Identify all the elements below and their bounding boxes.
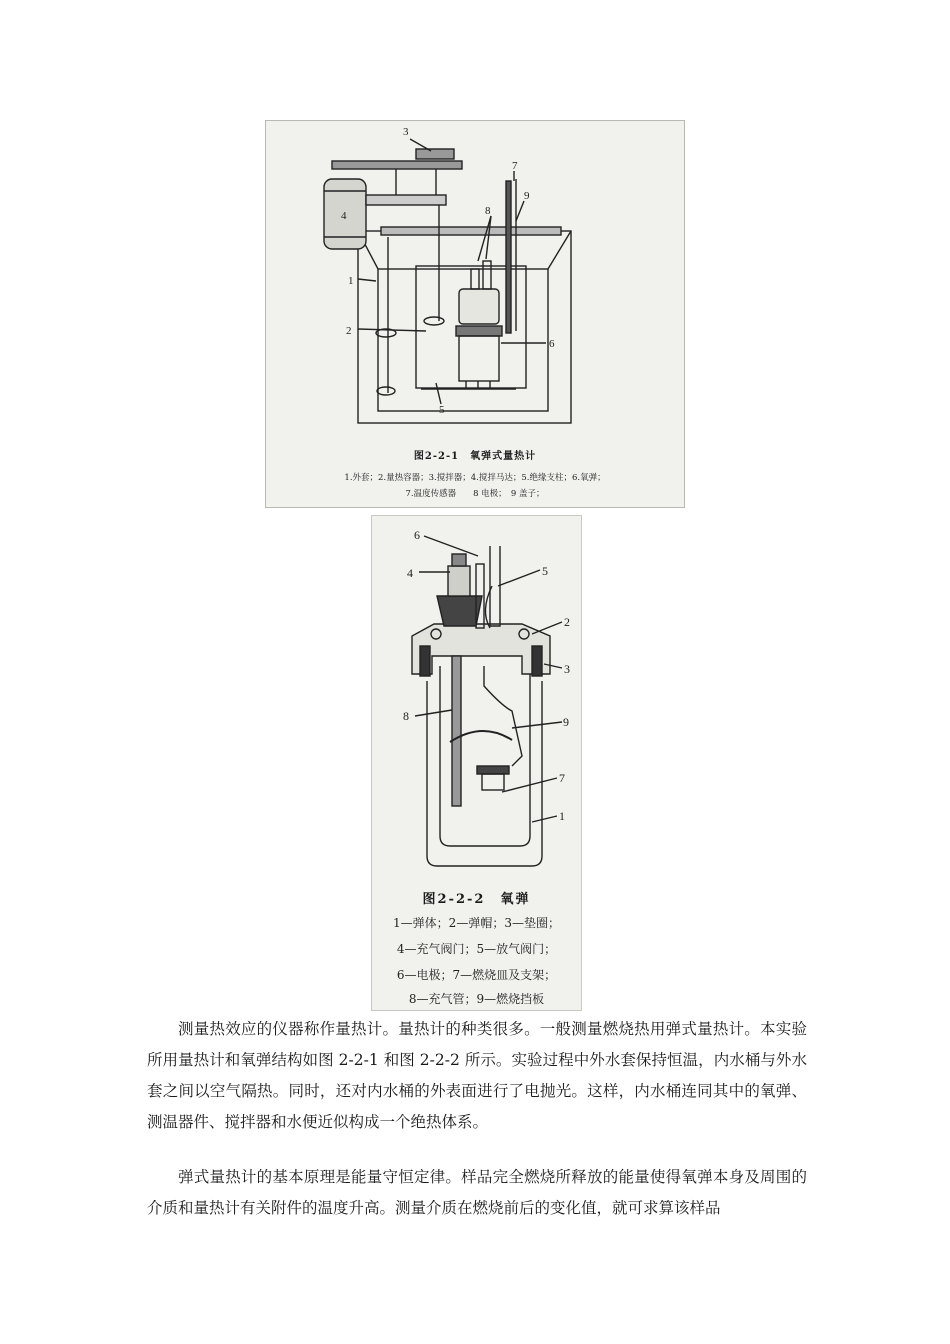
label-8: 8 [403, 709, 409, 723]
label-6: 6 [549, 338, 555, 350]
paragraph-1: 测量热效应的仪器称作量热计。量热计的种类很多。一般测量燃烧热用弹式量热计。本实验所用量热计和氧弹结构如图 2-2-1 和图 2-2-2 所示。实验过程中外水套保持恒温，内水桶与外水套之间以空气隔热。同时，还对内水桶的外表面进行了电抛光。这样，内水桶连同其中的氧弹、测温器件、搅拌器和水便近似构成一个绝热体系。 [147, 1020, 807, 1131]
label-3: 3 [564, 662, 570, 676]
label-1: 1 [348, 275, 354, 287]
figure2-legend-line2: 4—充气阀门；5—放气阀门； [396, 942, 557, 956]
figure-oxygen-bomb [371, 515, 582, 1011]
label-1: 1 [559, 809, 565, 823]
figure1-caption: 图2-2-1 氧弹式量热计 [413, 451, 537, 462]
label-2: 2 [346, 325, 352, 337]
label-5: 5 [542, 564, 548, 578]
label-9: 9 [524, 190, 530, 202]
figure1-legend-line1: 1.外套；2.量热容器；3.搅拌器；4.搅拌马达；5.绝缘支柱；6.氧弹； [344, 473, 606, 483]
label-2: 2 [564, 615, 570, 629]
figure2-caption: 图2-2-2 氧弹 [422, 892, 531, 907]
figure2-legend-line3: 6—电极；7—燃烧皿及支架； [396, 968, 557, 982]
label-3: 3 [403, 126, 409, 138]
label-4: 4 [407, 566, 413, 580]
label-4: 4 [341, 210, 347, 222]
label-5: 5 [439, 404, 445, 416]
oxygen-bomb-diagram [372, 516, 582, 876]
figure2-legend-line1: 1—弹体；2—弹帽；3—垫圈； [393, 916, 560, 930]
figure-calorimeter [265, 120, 685, 508]
calorimeter-diagram [266, 121, 685, 446]
label-7: 7 [559, 771, 565, 785]
label-9: 9 [563, 715, 569, 729]
label-8: 8 [485, 205, 491, 217]
figure1-legend-line2: 7.温度传感器 8 电极； 9 盖子； [405, 489, 545, 499]
label-7: 7 [512, 160, 518, 172]
paragraph-2: 弹式量热计的基本原理是能量守恒定律。样品完全燃烧所释放的能量使得氧弹本身及周围的介质和量热计有关附件的温度升高。测量介质在燃烧前后的变化值，就可求算该样品 [147, 1168, 807, 1217]
label-6: 6 [414, 528, 420, 542]
figure2-legend-line4: 8—充气管；9—燃烧挡板 [408, 992, 545, 1006]
